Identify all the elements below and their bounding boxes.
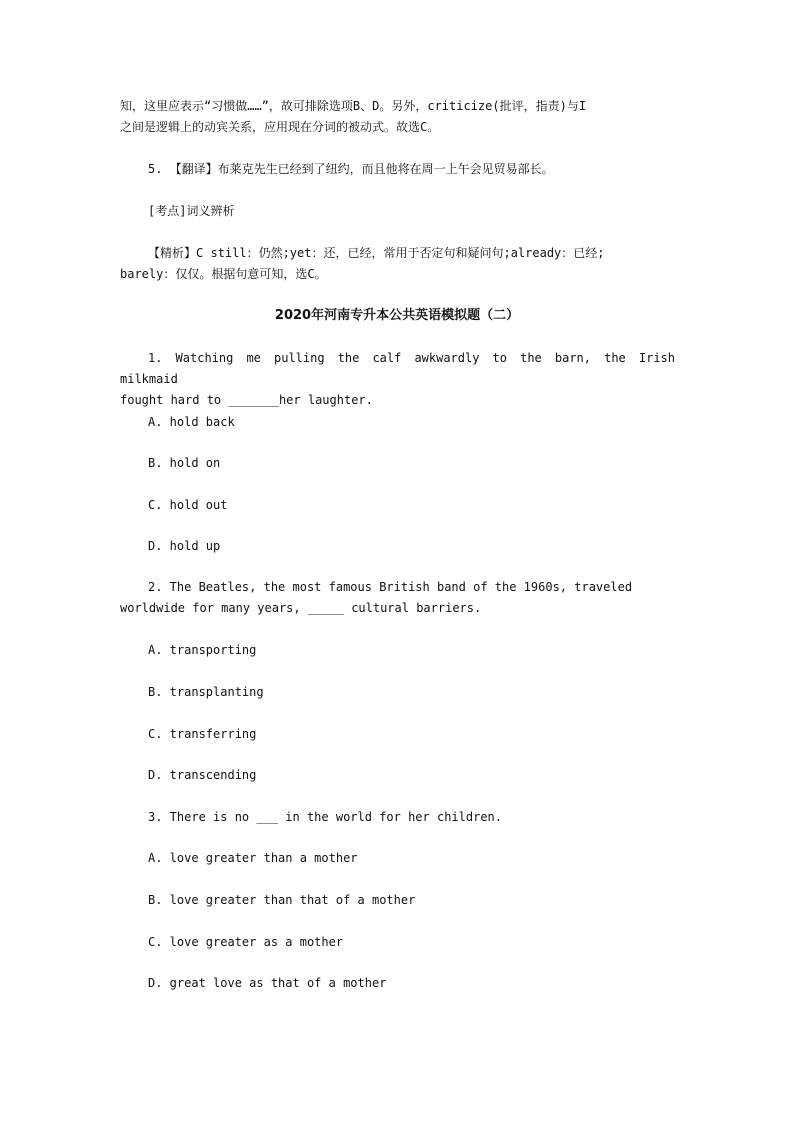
question-3-option-a: A. love greater than a mother: [148, 851, 358, 865]
question-2-option-a: A. transporting: [148, 643, 257, 657]
question-2-option-b: B. transplanting: [148, 685, 264, 699]
question-2-stem: [120, 577, 675, 619]
question-2-option-d: D. transcending: [148, 768, 257, 782]
question-1-option-d: D. hold up: [148, 539, 221, 553]
question-3-stem: [120, 807, 675, 828]
question-1-option-c: C. hold out: [148, 498, 228, 512]
section-title: 2020年河南专升本公共英语模拟题（二）: [274, 308, 520, 323]
stem-line: 2. The Beatles, the most famous British band of the 1960s, traveled: [148, 580, 633, 594]
question-3-option-b: B. love greater than that of a mother: [148, 893, 416, 907]
q5-translation: 5. 【翻译】布莱克先生已经到了纽约，而且他将在周一上午会见贸易部长。: [148, 162, 554, 176]
question-1-option-a: A. hold back: [148, 415, 235, 429]
explanation-line: 知，这里应表示“习惯做……”，故可排除选项B、D。另外，criticize(批评，指责)与I: [120, 99, 587, 113]
explanation-line: 之间是逻辑上的动宾关系，应用现在分词的被动式。故选C。: [120, 120, 440, 134]
question-3-option-d: D. great love as that of a mother: [148, 976, 387, 990]
stem-line: worldwide for many years, _____ cultural barriers.: [120, 601, 482, 615]
stem-line: 1. Watching me pulling the calf awkwardly to the barn, the Irish milkmaid: [120, 351, 675, 386]
q5-kaodian: [考点]词义辨析: [148, 204, 235, 218]
prev-answer-explanation: [120, 96, 675, 138]
question-1-option-b: B. hold on: [148, 456, 221, 470]
q5-analysis: [120, 243, 675, 285]
question-2-option-c: C. transferring: [148, 727, 257, 741]
stem-line: fought hard to _______her laughter.: [120, 393, 373, 407]
question-3-option-c: C. love greater as a mother: [148, 935, 344, 949]
analysis-line: 【精析】C still：仍然;yet：还，已经，常用于否定句和疑问句;already：已经;: [148, 246, 605, 260]
analysis-line: barely：仅仅。根据句意可知，选C。: [120, 267, 327, 281]
stem-line: 3. There is no ___ in the world for her children.: [148, 810, 503, 824]
question-1-stem: [120, 348, 675, 411]
